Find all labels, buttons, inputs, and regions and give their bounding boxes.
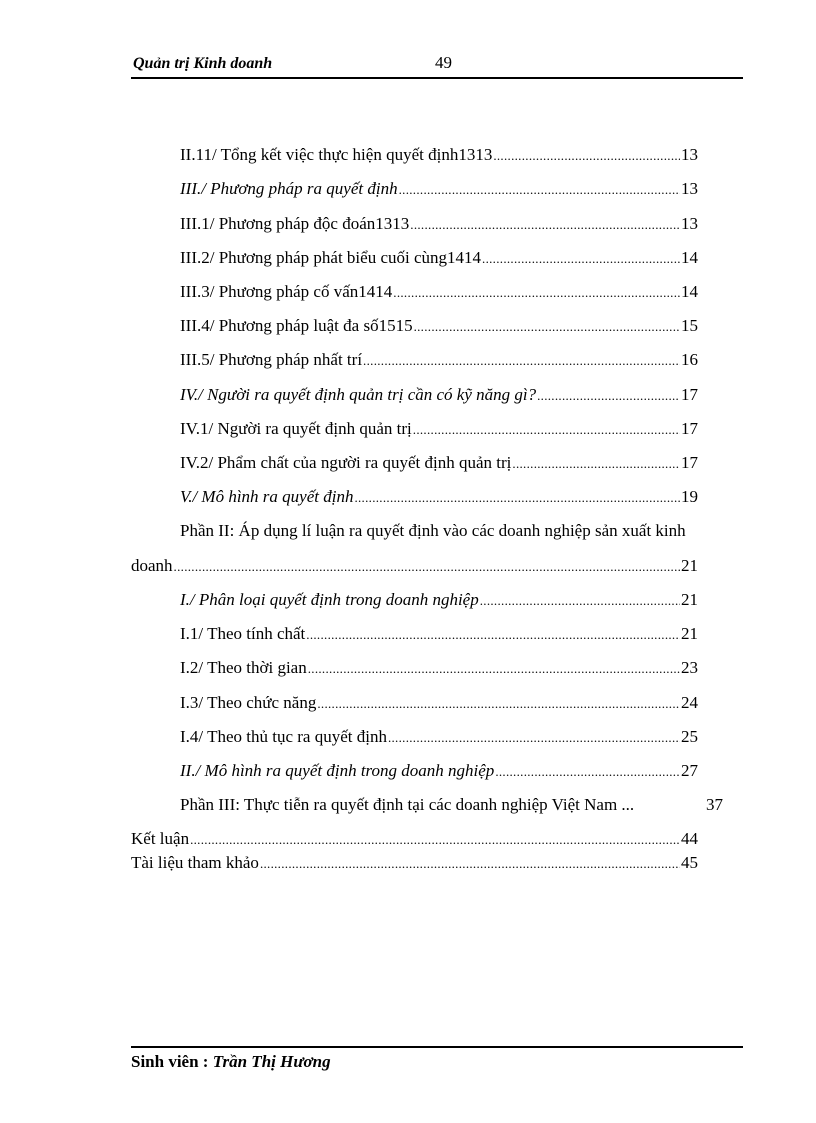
toc-entry[interactable] <box>180 281 698 304</box>
toc-entry[interactable] <box>180 692 698 715</box>
toc-entry[interactable] <box>180 486 698 509</box>
footer-label: Sinh viên : <box>131 1052 213 1071</box>
toc-entry-page: 14 <box>681 248 698 267</box>
toc-leader-dots <box>317 693 680 715</box>
toc-entry[interactable] <box>180 178 698 201</box>
toc-entry[interactable] <box>180 247 698 270</box>
toc-entry-text: III.1/ Phương pháp độc đoán1313 <box>180 214 410 233</box>
toc-entry-text: Tài liệu tham khảo <box>131 853 259 872</box>
toc-leader-dots <box>190 829 680 851</box>
toc-leader-dots <box>495 761 680 783</box>
toc-entry[interactable] <box>180 315 698 338</box>
toc-entry-page: 21 <box>681 556 698 575</box>
toc-entry-part-iii-text[interactable]: Phần III: Thực tiễn ra quyết định tại các doanh nghiệp Việt Nam ... <box>180 795 635 814</box>
toc-entry[interactable] <box>180 589 698 612</box>
toc-leader-dots <box>537 385 680 407</box>
toc-entry-text: V./ Mô hình ra quyết định <box>180 487 354 506</box>
toc-entry-part-ii-heading[interactable]: Phần II: Áp dụng lí luận ra quyết định vào các doanh nghiệp sản xuất kinh <box>180 521 686 540</box>
toc-leader-dots <box>413 419 680 441</box>
toc-entry-text: I.3/ Theo chức năng <box>180 693 317 712</box>
toc-entry[interactable] <box>131 828 698 851</box>
toc-leader-dots <box>414 316 680 338</box>
toc-entry-page: 17 <box>681 419 698 438</box>
toc-entry-page: 24 <box>681 693 698 712</box>
toc-entry-page: 44 <box>681 829 698 848</box>
header-title: Quản trị Kinh doanh <box>133 55 273 72</box>
toc-entry-page: 15 <box>681 316 698 335</box>
toc-entry-page: 19 <box>681 487 698 506</box>
toc-leader-dots <box>174 556 680 578</box>
toc-entry[interactable] <box>180 349 698 372</box>
toc-entry-text: I.1/ Theo tính chất <box>180 624 306 643</box>
toc-leader-dots <box>308 658 680 680</box>
toc-entry-text: IV.2/ Phẩm chất của người ra quyết định quản trị <box>180 453 512 472</box>
toc-entry-page: 23 <box>681 658 698 677</box>
toc-entry[interactable] <box>131 852 698 875</box>
toc-entry-text: IV./ Người ra quyết định quản trị cần có kỹ năng gì? <box>180 385 537 404</box>
toc-entry[interactable] <box>180 452 698 475</box>
toc-entry-text: II./ Mô hình ra quyết định trong doanh nghiệp <box>180 761 495 780</box>
toc-entry-page: 27 <box>681 761 698 780</box>
toc-entry-text: III.4/ Phương pháp luật đa số1515 <box>180 316 413 335</box>
toc-entry-page: 13 <box>681 214 698 233</box>
toc-entry-text: IV.1/ Người ra quyết định quản trị <box>180 419 412 438</box>
page-footer <box>131 1046 743 1072</box>
toc-entry[interactable] <box>180 726 698 749</box>
toc-entry-text: I.4/ Theo thủ tục ra quyết định <box>180 727 387 746</box>
toc-entry[interactable] <box>180 144 698 167</box>
toc-leader-dots <box>260 853 680 875</box>
toc-leader-dots <box>410 214 680 236</box>
toc-leader-dots <box>480 590 680 612</box>
toc-leader-dots <box>388 727 680 749</box>
toc-entry-part-iii-page: 37 <box>706 795 723 814</box>
footer-student-name: Trần Thị Hương <box>212 1052 331 1071</box>
toc-entry[interactable] <box>180 657 698 680</box>
toc-entry-text: III.2/ Phương pháp phát biểu cuối cùng1414 <box>180 248 482 267</box>
toc-entry-text: I./ Phân loại quyết định trong doanh nghiệp <box>180 590 479 609</box>
toc-leader-dots <box>354 487 680 509</box>
toc-entry-page: 13 <box>681 145 698 164</box>
toc-entry-page: 21 <box>681 590 698 609</box>
toc-leader-dots <box>399 179 680 201</box>
toc-entry-text: II.11/ Tổng kết việc thực hiện quyết định1313 <box>180 145 493 164</box>
toc-leader-dots <box>493 145 680 167</box>
toc-entry[interactable] <box>180 623 698 646</box>
toc-entry[interactable] <box>180 213 698 236</box>
toc-entry[interactable] <box>180 384 698 407</box>
toc-entry-page: 17 <box>681 453 698 472</box>
toc-entry-page: 25 <box>681 727 698 746</box>
toc-entry-page: 16 <box>681 350 698 369</box>
toc-entry-text: III.3/ Phương pháp cố vấn1414 <box>180 282 393 301</box>
toc-entry-page: 45 <box>681 853 698 872</box>
toc-entry-text: I.2/ Theo thời gian <box>180 658 307 677</box>
toc-entry[interactable] <box>131 555 698 578</box>
toc-leader-dots <box>306 624 680 646</box>
toc-entry-text: doanh <box>131 556 173 575</box>
toc-entry-text: Kết luận <box>131 829 190 848</box>
header-page-number: 49 <box>435 53 452 72</box>
toc-entry-text: III./ Phương pháp ra quyết định <box>180 179 398 198</box>
toc-entry-page: 14 <box>681 282 698 301</box>
toc-entry-page: 17 <box>681 385 698 404</box>
toc-leader-dots <box>482 248 680 270</box>
toc-leader-dots <box>393 282 680 304</box>
toc-leader-dots <box>363 350 680 372</box>
toc-entry-page: 21 <box>681 624 698 643</box>
toc-entry[interactable] <box>180 418 698 441</box>
toc-entry-page: 13 <box>681 179 698 198</box>
toc-leader-dots <box>512 453 680 475</box>
toc-entry-text: III.5/ Phương pháp nhất trí <box>180 350 363 369</box>
toc-entry[interactable] <box>180 760 698 783</box>
